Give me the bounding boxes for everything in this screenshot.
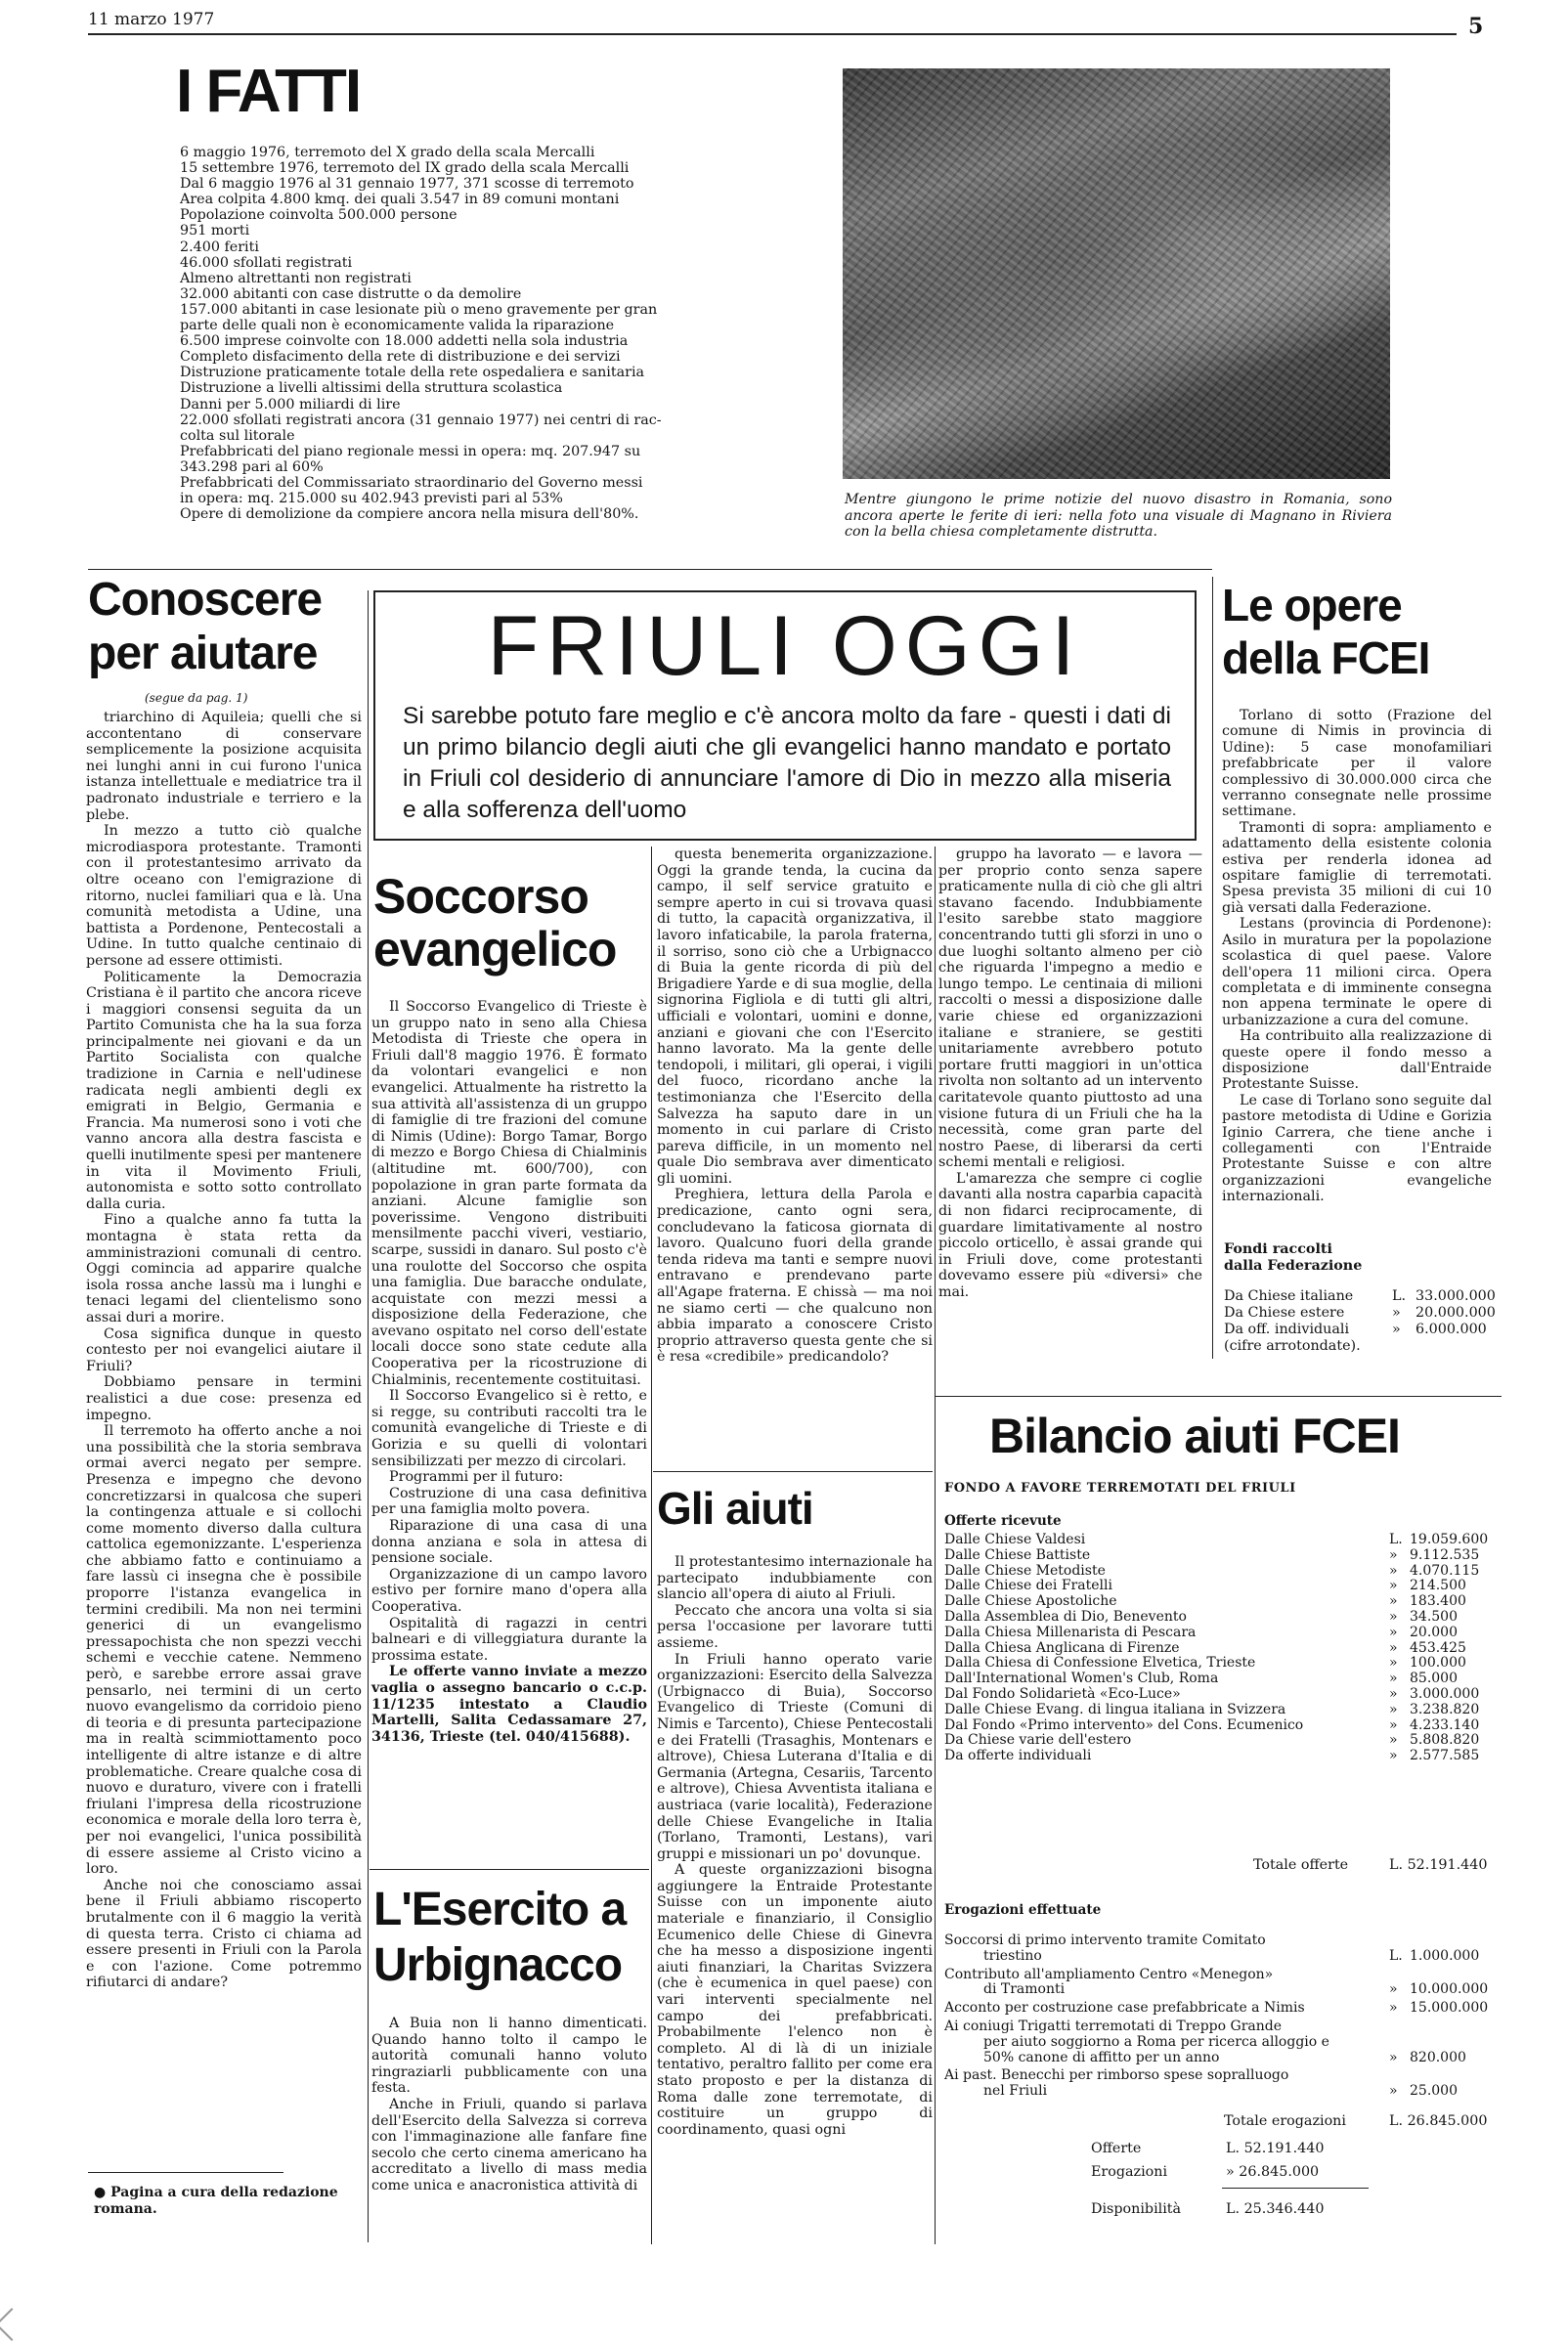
fatti-line: 32.000 abitanti con case distrutte o da demolire (180, 285, 522, 302)
fondi-title-2: dalla Federazione (1224, 1257, 1363, 1274)
ricevute-row (944, 1594, 1492, 1610)
ricevute-row (944, 1733, 1492, 1749)
column-divider-1 (368, 590, 369, 2242)
paragraph: Costruzione di una casa definitiva per una famiglia molto povera. (371, 1485, 647, 1518)
ricevute-amount: 34.500 (1410, 1608, 1458, 1625)
erogazioni-label-cont: nel Friuli (983, 2083, 1048, 2100)
ricevute-amount: 453.425 (1410, 1639, 1466, 1656)
fatti-list (180, 145, 662, 522)
friuli-oggi-subtitle: Si sarebbe potuto fare meglio e c'è ancora molto da fare - questi i dati di un primo bilancio degli aiuti che gli evangelici hanno mandato e portato in Friuli col desiderio di annunciare l'amore di Dio in mezzo alla miseria e alla sofferenza dell'uomo (403, 703, 1171, 823)
soccorso-title-2: evangelico (373, 922, 617, 977)
erogazioni-list (944, 1933, 1492, 2103)
ricevute-amount: 4.070.115 (1410, 1562, 1480, 1579)
conoscere-title-1: Conoscere (88, 574, 323, 626)
fatti-line: Popolazione coinvolta 500.000 persone (180, 207, 457, 224)
opere-body (1222, 708, 1492, 1205)
ricevute-sign: » (1389, 1732, 1398, 1749)
fatti-line: 22.000 sfollati registrati ancora (31 gennaio 1977) nei centri di rac- (180, 412, 662, 428)
ricevute-row (944, 1626, 1492, 1641)
summary-value: » 26.845.000 (1226, 2164, 1320, 2180)
disponibilita-label: Disponibilità (1091, 2201, 1182, 2217)
fatti-title: I FATTI (176, 58, 361, 125)
conoscere-title-2: per aiutare (88, 628, 318, 679)
fondi-label: Da Chiese estere (1224, 1305, 1345, 1321)
friuli-oggi-title: FRIULI OGGI (487, 599, 1083, 693)
paragraph: Dobbiamo pensare in termini realistici a due cose: presenza ed impegno. (86, 1374, 362, 1423)
erogazioni-row (944, 2001, 1492, 2017)
paragraph: A Buia non li hanno dimenticati. Quando hanno tolto il campo le autorità comunali hanno voluto ringraziarli pubblicamente con una festa. (371, 2016, 647, 2097)
ricevute-sign: » (1389, 1562, 1398, 1579)
ricevute-sign: » (1389, 1593, 1398, 1610)
ricevute-label: Dalle Chiese Metodiste (944, 1562, 1106, 1579)
ricevute-title: Offerte ricevute (944, 1513, 1062, 1529)
erogazioni-label: Contributo all'ampliamento Centro «Menegon» (944, 1966, 1274, 1982)
ricevute-label: Dalle Chiese Valdesi (944, 1532, 1086, 1547)
opere-title-2: della FCEI (1222, 632, 1430, 683)
erogazioni-sign: » (1389, 1981, 1398, 1998)
erogazioni-label: Ai past. Benecchi per rimborso spese sopralluogo (944, 2067, 1289, 2084)
crop-mark (0, 2308, 28, 2341)
ricevute-sign: » (1389, 1748, 1398, 1764)
fatti-line: in opera: mq. 215.000 su 402.943 previsti pari al 53% (180, 491, 563, 507)
ricevute-label: Dalla Chiesa Anglicana di Firenze (944, 1639, 1180, 1656)
erogazioni-row (944, 1968, 1492, 1999)
fatti-line: Distruzione a livelli altissimi della struttura scolastica (180, 380, 563, 397)
fondi-note: (cifre arrotondate). (1224, 1338, 1361, 1354)
offerte-info: Le offerte vanno inviate a mezzo vaglia o assegno bancario o c.c.p. 11/1235 intestato a Claudio Martelli, Salita Cedassamare 27, 34136, Trieste (tel. 040/415688). (371, 1664, 647, 1745)
fatti-line: 6 maggio 1976, terremoto del X grado della scala Mercalli (180, 145, 595, 160)
paragraph: Il terremoto ha offerto anche a noi una possibilità che la storia sembrava ormai averci negato per sempre. Presenza e impegno che devono concretizzarsi in qualcosa che superi la contingenza attuale e si collochi come momento diverso dalla cultura cattolica egemonizzante. L'esperienza che abbiamo fatto e continuiamo a fare lassù ci insegna che è possibile proporre l'istanza evangelica in termini credibili. Ma non nei termini generici di un evangelismo pressapochista che non spezzi vecchi schemi e vecchie catene. Nemmeno però, e sarebbe errore assai grave pensarlo, nei termini di un certo nuovo evangelismo da corridoio pieno di teoria e di presunta partecipazione ma in realtà scimmiottamento poco intelligente di altre istanze e di altre problematiche. Creare qualche cosa di nuovo e duraturo, vivere con i fratelli friulani l'impresa della ricostruzione economica e morale della loro terra è, per noi evangelici, l'unica possibilità di essere assieme al Cristo vicino a loro. (86, 1423, 362, 1878)
ricevute-amount: 214.500 (1410, 1578, 1466, 1594)
ricevute-sign: » (1389, 1608, 1398, 1625)
ricevute-amount: 5.808.820 (1410, 1732, 1480, 1749)
section-divider-col2 (370, 1869, 649, 1870)
erogazioni-sign: » (1389, 2000, 1398, 2017)
ricevute-label: Dal Fondo «Primo intervento» del Cons. Ecumenico (944, 1716, 1304, 1733)
footnote-rule (88, 2172, 283, 2173)
column-divider-4 (1212, 577, 1213, 1359)
ricevute-row (944, 1579, 1492, 1594)
paragraph: Preghiera, lettura della Parola e predicazione, canto ogni sera, concludevano la faticosa giornata di lavoro. Qualcuno fuori della grande tenda rideva ma tanti e sempre nuovi entravano e prendevano parte all'Agape fraterna. E chissà — ma noi ne siamo certi — che qualcuno non abbia imparato a conoscere Cristo proprio attraverso questa gente che si è resa «credibile» predicandolo? (657, 1187, 933, 1366)
erogazioni-amount: 15.000.000 (1410, 2000, 1489, 2017)
ricevute-list (944, 1533, 1492, 1764)
issue-date: 11 marzo 1977 (88, 10, 215, 29)
fondi-row (1224, 1305, 1496, 1322)
erogazioni-label-cont: per aiuto soggiorno a Roma per ricerca alloggio e 50% canone di affitto per un anno (983, 2033, 1329, 2065)
paragraph: In mezzo a tutto ciò qualche microdiaspora protestante. Tramonti con il protestantesimo arrivato da oltre oceano con l'emigrazione di ritorno, nuclei familiari qua e là. Una comunità metodista a Udine, una battista a Pordenone, Pentecostali a Udine. In tutto qualche centinaio di persone ad essere ottimisti. (86, 823, 362, 969)
ricevute-sign: » (1389, 1655, 1398, 1672)
ricevute-label: Dall'International Women's Club, Roma (944, 1671, 1219, 1687)
column-divider-3 (935, 847, 936, 2244)
fondi-sign: » (1392, 1305, 1401, 1321)
bilancio-title: Bilancio aiuti FCEI (989, 1409, 1400, 1463)
top-section-rule (88, 569, 1212, 570)
ricevute-label: Dalle Chiese Evang. di lingua italiana in Svizzera (944, 1701, 1286, 1717)
ricevute-row (944, 1687, 1492, 1703)
ricevute-label: Dalla Chiesa Millenarista di Pescara (944, 1624, 1197, 1640)
fatti-line: 46.000 sfollati registrati (180, 254, 353, 271)
paragraph: Cosa significa dunque in questo contesto per noi evangelici aiutare il Friuli? (86, 1325, 362, 1374)
bilancio-subtitle: FONDO A FAVORE TERREMOTATI DEL FRIULI (944, 1481, 1296, 1496)
esercito-body (371, 2016, 647, 2194)
paragraph: L'amarezza che sempre ci coglie davanti alla nostra caparbia capacità di non fidarci reciprocamente, di guardare limitativamente al nostro piccolo orticello, è assai grande qui in Friuli dove, come protestanti dovevamo essere più «diversi» che mai. (938, 1170, 1202, 1301)
ricevute-sign: » (1389, 1578, 1398, 1594)
erogazioni-amount: 10.000.000 (1410, 1981, 1489, 1998)
erogazioni-row (944, 1933, 1492, 1965)
paragraph: Ha contribuito alla realizzazione di queste opere il fondo messo a disposizione dall'Entraide Protestante Suisse. (1222, 1028, 1492, 1093)
fondi-amount: 20.000.000 (1416, 1305, 1496, 1321)
conoscere-body (86, 710, 362, 1991)
fondi-title-1: Fondi raccolti (1224, 1241, 1332, 1257)
esercito-title-1: L'Esercito a (373, 1884, 627, 1935)
aiuti-title: Gli aiuti (657, 1483, 813, 1534)
paragraph: Il Soccorso Evangelico di Trieste è un gruppo nato in seno alla Chiesa Metodista di Trieste che opera in Friuli dall'8 maggio 1976. È formato da volontari evangelici e non evangelici. Attualmente ha ristretto la sua attività all'assistenza di un gruppo di famiglie di tre frazioni del comune di Nimis (Udine): Borgo Tamar, Borgo di mezzo e Borgo Chiesa di Chialminis (altitudine mt. 600/700), con popolazione in gran parte formata da anziani. Alcune famiglie son poverissime. Vengono distribuiti mensilmente pacchi viveri, vestiario, scarpe, sussidi in danaro. Sul posto c'è una roulotte del Soccorso che ospita una famiglia. Due baracche ondulate, acquistate con mezzi messi a disposizione della Federazione, che avevano ospitato nel corso dell'estate locali docce sono state cedute alla Cooperativa per la ricostruzione di Chialminis, recentemente costituitasi. (371, 999, 647, 1388)
ricevute-label: Dalla Assemblea di Dio, Benevento (944, 1608, 1187, 1625)
paragraph: Ospitalità di ragazzi in centri balneari e di villeggiatura durante la prossima estate. (371, 1615, 647, 1664)
ricevute-row (944, 1656, 1492, 1672)
ricevute-amount: 20.000 (1410, 1624, 1458, 1640)
fatti-line: parte delle quali non è economicamente valida la riparazione (180, 318, 615, 334)
fatti-line: 157.000 abitanti in case lesionate più o meno gravemente per gran (180, 301, 658, 318)
summary-value: L. 52.191.440 (1226, 2141, 1325, 2156)
ricevute-amount: 183.400 (1410, 1593, 1466, 1610)
erogazioni-amount: 1.000.000 (1410, 1947, 1480, 1964)
fondi-label: Da off. individuali (1224, 1322, 1350, 1337)
ricevute-label: Dalle Chiese dei Fratelli (944, 1578, 1112, 1594)
ricevute-amount: 9.112.535 (1410, 1546, 1480, 1563)
summary-label: Offerte (1091, 2141, 1142, 2156)
segue-note: (segue da pag. 1) (145, 691, 248, 705)
ricevute-row (944, 1610, 1492, 1626)
ricevute-label: Dalle Chiese Battiste (944, 1546, 1091, 1563)
ricevute-row (944, 1533, 1492, 1548)
summary-rule (1222, 2188, 1369, 2189)
ricevute-sign: » (1389, 1546, 1398, 1563)
erogazioni-row (944, 2068, 1492, 2100)
fatti-line: Opere di demolizione da compiere ancora nella misura dell'80%. (180, 506, 639, 523)
fatti-line: colta sul litorale (180, 427, 295, 444)
fondi-row (1224, 1322, 1490, 1338)
ricevute-amount: 4.233.140 (1410, 1716, 1480, 1733)
fatti-line: 6.500 imprese coinvolte con 18.000 addetti nella sola industria (180, 333, 629, 350)
paragraph: In Friuli hanno operato varie organizzazioni: Esercito della Salvezza (Urbignacco di Buia), Soccorso Evangelico di Trieste (Comuni di Nimis e Tarcento), Chiese Pentecostali e dei Fratelli (Trasaghis, Montenars e altrove), Chiesa Luterana d'Italia e di Germania (Artegna, Cesariis, Tarcento e altrove), Chiesa Avventista italiana e austriaca (varie località), Federazione delle Chiese Evangeliche in Italia (Torlano, Tramonti, Lestans), vari gruppi e missionari un po' dovunque. (657, 1651, 933, 1862)
paragraph: gruppo ha lavorato — e lavora — per proprio conto senza sapere praticamente nulla di ciò che gli altri stavano facendo. Indubbiamente l'esito sarebbe stato maggiore concentrando tutti gli sforzi in uno o due luoghi soltanto almeno per ciò che riguarda l'impegno a medio e lungo tempo. Le centinaia di milioni raccolti o messi a disposizione dalle varie chiese ed organizzazioni italiane e straniere, se gestiti unitariamente avrebbero potuto portare frutti maggiori in un'ottica rivolta non soltanto ad un intervento caritatevole quanto piuttosto ad una visione futura di un Friuli che ha la necessità, come gran parte del nostro Paese, di liberarsi da certi schemi mentali e religiosi. (938, 847, 1202, 1171)
fondi-title (1224, 1241, 1362, 1274)
ricevute-row (944, 1641, 1492, 1657)
ricevute-sign: » (1389, 1701, 1398, 1717)
fatti-line: 15 settembre 1976, terremoto del IX grado della scala Mercalli (180, 160, 630, 177)
erogazioni-amount: 820.000 (1410, 2049, 1466, 2065)
erogazioni-sign: L. (1389, 1947, 1403, 1964)
ricevute-label: Da offerte individuali (944, 1748, 1092, 1764)
soccorso-body (371, 999, 647, 1745)
esercito-continued (657, 847, 933, 1366)
paragraph: A queste organizzazioni bisogna aggiungere la Entraide Protestante Suisse con un imponente aiuto materiale e finanziario, il Consiglio Ecumenico delle Chiese di Ginevra che ha messo a disposizione ingenti aiuti finanziari, la Charitas Svizzera (che è ecumenica in quel paese) con vari interventi specialmente nel campo dei prefabbricati. Probabilmente l'elenco non è completo. Al di là di un iniziale tentativo, peraltro fallito per come era stato proposto e per la distanza di Roma dalle zone terremotate, di costituire un gruppo di coordinamento, quasi ogni (657, 1862, 933, 2138)
totale-erogazioni-value: L. 26.845.000 (1389, 2113, 1488, 2129)
ricevute-label: Da Chiese varie dell'estero (944, 1732, 1132, 1749)
summary-row (1091, 2160, 1443, 2184)
erogazioni-sign: » (1389, 2083, 1398, 2100)
erogazioni-label: Ai coniugi Trigatti terremotati di Treppo Grande (944, 2018, 1283, 2034)
totale-offerte-value: L. 52.191.440 (1389, 1857, 1488, 1873)
fondi-sign: » (1392, 1322, 1401, 1337)
ricevute-row (944, 1672, 1492, 1687)
paragraph: Fino a qualche anno fa tutta la montagna è stata retta da amministrazioni comunali di centro. Oggi comincia ad apparire qualche isola rossa anche lassù ma i lunghi e tenaci legami del clientelismo sono assai duri a morire. (86, 1212, 362, 1325)
paragraph: Le case di Torlano sono seguite dal pastore metodista di Udine e Gorizia Iginio Carrera, che tiene anche i collegamenti con l'Entraide Protestante Suisse e con altre organizzazioni evangeliche internazionali. (1222, 1092, 1492, 1205)
fatti-line: 951 morti (180, 223, 250, 239)
erogazioni-title: Erogazioni effettuate (944, 1902, 1102, 1918)
paragraph: Tramonti di sopra: ampliamento e adattamento della esistente colonia estiva per renderla idonea ad ospitare famiglie di terremotati. Spesa prevista 35 milioni di cui 10 già versati dalla Federazione. (1222, 819, 1492, 916)
ricevute-row (944, 1749, 1492, 1764)
fatti-line: 343.298 pari al 60% (180, 458, 324, 475)
earthquake-photo (843, 68, 1390, 479)
paragraph: Peccato che ancora una volta si sia persa l'occasione per lavorare tutti assieme. (657, 1602, 933, 1651)
fatti-line: Prefabbricati del Commissariato straordinario del Governo messi (180, 474, 643, 491)
fatti-line: 2.400 feriti (180, 239, 259, 255)
fondi-amount: 33.000.000 (1416, 1288, 1496, 1304)
erogazioni-amount: 25.000 (1410, 2083, 1458, 2100)
paragraph: triarchino di Aquileia; quelli che si accontentano di conservare semplicemente la posizione acquisita nei lunghi anni in cui furono l'unica istanza intellettuale e mediatrice tra il padronato industriale e terriero e la plebe. (86, 710, 362, 823)
paragraph: Il protestantesimo internazionale ha partecipato indubbiamente con slancio all'opera di aiuto al Friuli. (657, 1554, 933, 1603)
paragraph: Torlano di sotto (Frazione del comune di Nimis in provincia di Udine): 5 case monofamiliari prefabbricate per il valore complessivo di 30.000.000 circa che verranno consegnate nelle prossime settimane. (1222, 708, 1492, 820)
aiuti-continued (938, 847, 1202, 1301)
aiuti-body (657, 1554, 933, 2138)
header-rule (88, 33, 1457, 35)
fondi-row (1224, 1288, 1496, 1305)
summary-row (1091, 2137, 1443, 2160)
fatti-line: Dal 6 maggio 1976 al 31 gennaio 1977, 371 scosse di terremoto (180, 176, 634, 193)
erogazioni-sign: » (1389, 2049, 1398, 2065)
esercito-title-2: Urbignacco (373, 1939, 623, 1991)
ricevute-label: Dal Fondo Solidarietà «Eco-Luce» (944, 1685, 1181, 1702)
ricevute-amount: 2.577.585 (1410, 1748, 1480, 1764)
erogazioni-label-cont: triestino (983, 1947, 1042, 1964)
ricevute-row (944, 1548, 1492, 1564)
erogazioni-label: Soccorsi di primo intervento tramite Comitato (944, 1932, 1266, 1948)
fatti-line: Distruzione praticamente totale della rete ospedaliera e sanitaria (180, 365, 645, 381)
section-divider-col3 (653, 1471, 933, 1472)
paragraph: questa benemerita organizzazione. Oggi la grande tenda, la cucina da campo, il self service gratuito e sempre aperto in cui si trovava quasi di tutto, la capacità organizzativa, il lavoro infaticabile, la parola fraterna, il sorriso, sono ciò che a Urbignacco di Buia la gente ricorda di più del Brigadiere Yarde e di sua moglie, della signorina Figliola e di tutti gli altri, ufficiali e volontari, uomini e donne, anziani e giovani che con l'Esercito hanno lavorato. Ma la gente delle tendopoli, i militari, gli operai, i vigili del fuoco, ricordano anche la testimonianza che l'Esercito della Salvezza ha saputo dare in un momento in cui parlare di Cristo pareva difficile, in un momento nel quale Dio sembrava aver dimenticato gli uomini. (657, 847, 933, 1187)
column-divider-2 (651, 847, 652, 2244)
paragraph: Programmi per il futuro: (389, 1469, 564, 1486)
ricevute-sign: » (1389, 1685, 1398, 1702)
ricevute-label: Dalla Chiesa di Confessione Elvetica, Trieste (944, 1655, 1256, 1672)
fatti-line: Prefabbricati del piano regionale messi in opera: mq. 207.947 su (180, 443, 641, 459)
page-number: 5 (1468, 14, 1484, 39)
ricevute-label: Dalle Chiese Apostoliche (944, 1593, 1117, 1610)
ricevute-row (944, 1718, 1492, 1734)
fatti-line: Completo disfacimento della rete di distribuzione e dei servizi (180, 349, 621, 366)
ricevute-sign: » (1389, 1639, 1398, 1656)
fatti-line: Almeno altrettanti non registrati (180, 270, 412, 286)
paragraph: Lestans (provincia di Pordenone): Asilo in muratura per la popolazione scolastica di quel paese. Valore dell'opera 11 milioni circa. Opera completata e di imminente consegna non appena terminate le opere di urbanizzazione a cura del comune. (1222, 916, 1492, 1028)
section-divider-right (935, 1396, 1502, 1397)
disponibilita-row (1091, 2201, 1443, 2217)
disponibilita-value: L. 25.346.440 (1226, 2201, 1325, 2217)
ricevute-amount: 19.059.600 (1410, 1532, 1489, 1547)
soccorso-title-1: Soccorso (373, 869, 588, 924)
totale-offerte-label: Totale offerte (1253, 1857, 1349, 1873)
fondi-amount: 6.000.000 (1416, 1322, 1487, 1337)
paragraph: Anche in Friuli, quando si parlava dell'Esercito della Salvezza si correva con l'immaginazione alle fanfare fine secolo che certo cinema americano ha accreditato a livello di mass media come unica e anacronistica attività di (371, 2096, 647, 2193)
ricevute-sign: » (1389, 1716, 1398, 1733)
fatti-line: Danni per 5.000 miliardi di lire (180, 396, 401, 413)
paragraph: Anche noi che conosciamo assai bene il Friuli abbiamo riscoperto brutalmente con il 6 maggio la verità di questa terra. Cristo ci chiama ad essere presenti in Friuli con la Parola e con l'azione. Come potremmo rifiutarci di andare? (86, 1877, 362, 1991)
paragraph: Organizzazione di un campo lavoro estivo per fornire mano d'opera alla Cooperativa. (371, 1566, 647, 1615)
ricevute-amount: 3.238.820 (1410, 1701, 1480, 1717)
ricevute-sign: » (1389, 1624, 1398, 1640)
fondi-sign: L. (1392, 1288, 1407, 1304)
ricevute-row (944, 1703, 1492, 1718)
totale-erogazioni-label: Totale erogazioni (1224, 2113, 1346, 2129)
ricevute-amount: 85.000 (1410, 1671, 1458, 1687)
ricevute-amount: 3.000.000 (1410, 1685, 1480, 1702)
footnote-redazione (94, 2185, 358, 2218)
paragraph: Riparazione di una casa di una donna anziana e sola in attesa di pensione sociale. (371, 1518, 647, 1567)
photo-caption: Mentre giungono le prime notizie del nuovo disastro in Romania, sono ancora aperte le ferite di ieri: nella foto una visuale di Magnano in Riviera con la bella chiesa completamente distrutta. (845, 492, 1392, 540)
ricevute-row (944, 1564, 1492, 1580)
erogazioni-label: Acconto per costruzione case prefabbricate a Nimis (944, 2000, 1305, 2017)
erogazioni-row (944, 2019, 1492, 2065)
paragraph: Politicamente la Democrazia Cristiana è il partito che ancora riceve i maggiori consensi seguita da un Partito Comunista che ha la sua forza principalmente nei giovani e da un Partito Socialista con qualche tradizione in Carnia e nell'udinese radicata negli ambienti degli ex emigrati in Belgio, Germania e Francia. Ma numerosi sono i voti che vanno ancora alla destra fascista e quelli inutilmente spesi per mantenere in vita il Movimento Friuli, autonomista e sotto sotto controllato dalla curia. (86, 969, 362, 1212)
fondi-label: Da Chiese italiane (1224, 1288, 1354, 1304)
bullet-icon: ● (94, 2185, 111, 2200)
fatti-line: Area colpita 4.800 kmq. dei quali 3.547 in 89 comuni montani (180, 192, 620, 208)
paragraph: Il Soccorso Evangelico si è retto, e si regge, su contributi raccolti tra le comunità evangeliche di Trieste e di Gorizia e su quelli di volontari sensibilizzati per mezzo di circolari. (371, 1388, 647, 1469)
ricevute-amount: 100.000 (1410, 1655, 1466, 1672)
ricevute-sign: L. (1389, 1532, 1403, 1547)
summary-list (1091, 2137, 1443, 2184)
opere-title-1: Le opere (1222, 580, 1402, 630)
erogazioni-label-cont: di Tramonti (983, 1981, 1066, 1998)
summary-label: Erogazioni (1091, 2164, 1168, 2180)
footnote-text: Pagina a cura della redazione romana. (94, 2185, 338, 2217)
ricevute-sign: » (1389, 1671, 1398, 1687)
fondi-list (1224, 1288, 1496, 1338)
